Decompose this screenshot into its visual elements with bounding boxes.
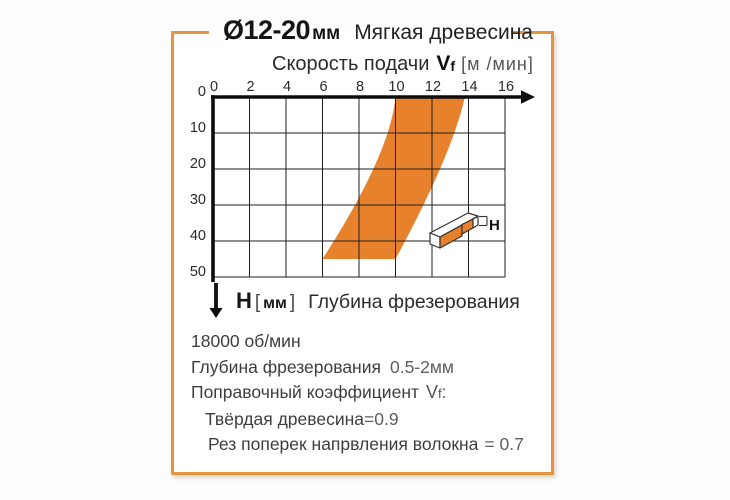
diameter-range: Ø12-20 (223, 15, 311, 45)
vf-symbol: V (436, 52, 451, 75)
spec-depth-label: Глубина фрезерования (191, 356, 381, 377)
workpiece-right-cap (473, 217, 478, 229)
feed-speed-unit: [м /мин] (461, 54, 534, 74)
vf-symbol-sub: f (450, 58, 456, 74)
h-bracket-open: [ (254, 292, 261, 313)
x-tick-label: 4 (282, 79, 292, 95)
spec-coeff-label: Поправочный коэффициент (191, 382, 419, 402)
spec-rpm: 18000 об/мин (191, 331, 301, 351)
x-tick-label: 6 (319, 79, 328, 95)
h-bracket-close: ] (289, 292, 296, 313)
spec-coefficient (191, 383, 524, 403)
workpiece-step-icon (430, 213, 500, 248)
x-tick-label: 8 (355, 79, 365, 95)
spec-cross-grain-value: = 0.7 (484, 434, 524, 454)
spec-depth (191, 358, 524, 377)
spec-hard-wood (191, 410, 524, 429)
frame-top-dash-left (171, 31, 209, 34)
x-tick-label: 0 (209, 79, 219, 95)
y-axis-arrowhead (210, 308, 223, 318)
x-tick-label: 2 (246, 79, 255, 95)
diameter-unit: мм (312, 23, 341, 44)
y-axis-title (236, 288, 520, 314)
spec-hard-wood-value: =0.9 (364, 408, 399, 429)
spec-depth-value: 0.5-2мм (389, 356, 454, 377)
x-axis-arrowhead (521, 90, 535, 104)
card-title (223, 15, 533, 46)
spec-coeff-symbol: V (426, 382, 439, 402)
h-unit: мм (263, 295, 287, 312)
y-tick-label: 30 (189, 192, 206, 208)
y-tick-label: 0 (197, 84, 206, 100)
x-tick-label: 14 (461, 79, 478, 95)
spec-coeff-symbol-sub: f (438, 386, 442, 401)
y-tick-label: 40 (189, 228, 206, 244)
x-tick-label: 12 (424, 79, 442, 95)
x-axis-title (272, 52, 534, 76)
h-symbol: H (236, 288, 252, 313)
y-tick-label: 20 (189, 156, 206, 172)
x-tick-label: 16 (497, 79, 515, 95)
chart-grid-and-region (190, 79, 535, 318)
spec-coeff-colon: : (441, 382, 447, 402)
x-tick-label: 10 (388, 79, 405, 95)
y-tick-label: 50 (189, 264, 206, 280)
spec-hard-wood-label: Твёрдая древесина (205, 408, 364, 429)
y-tick-label: 10 (189, 120, 206, 136)
specs-block (191, 332, 524, 461)
depth-dimension-label: H (489, 217, 500, 234)
spec-cross-grain (191, 435, 524, 454)
milling-depth-label: Глубина фрезерования (308, 291, 520, 313)
feed-speed-label: Скорость подачи (272, 53, 430, 75)
depth-dimension-bracket (479, 217, 487, 226)
material-label: Мягкая древесина (354, 21, 533, 44)
spec-cross-grain-label: Рез поперек напрвления волокна (208, 434, 479, 454)
